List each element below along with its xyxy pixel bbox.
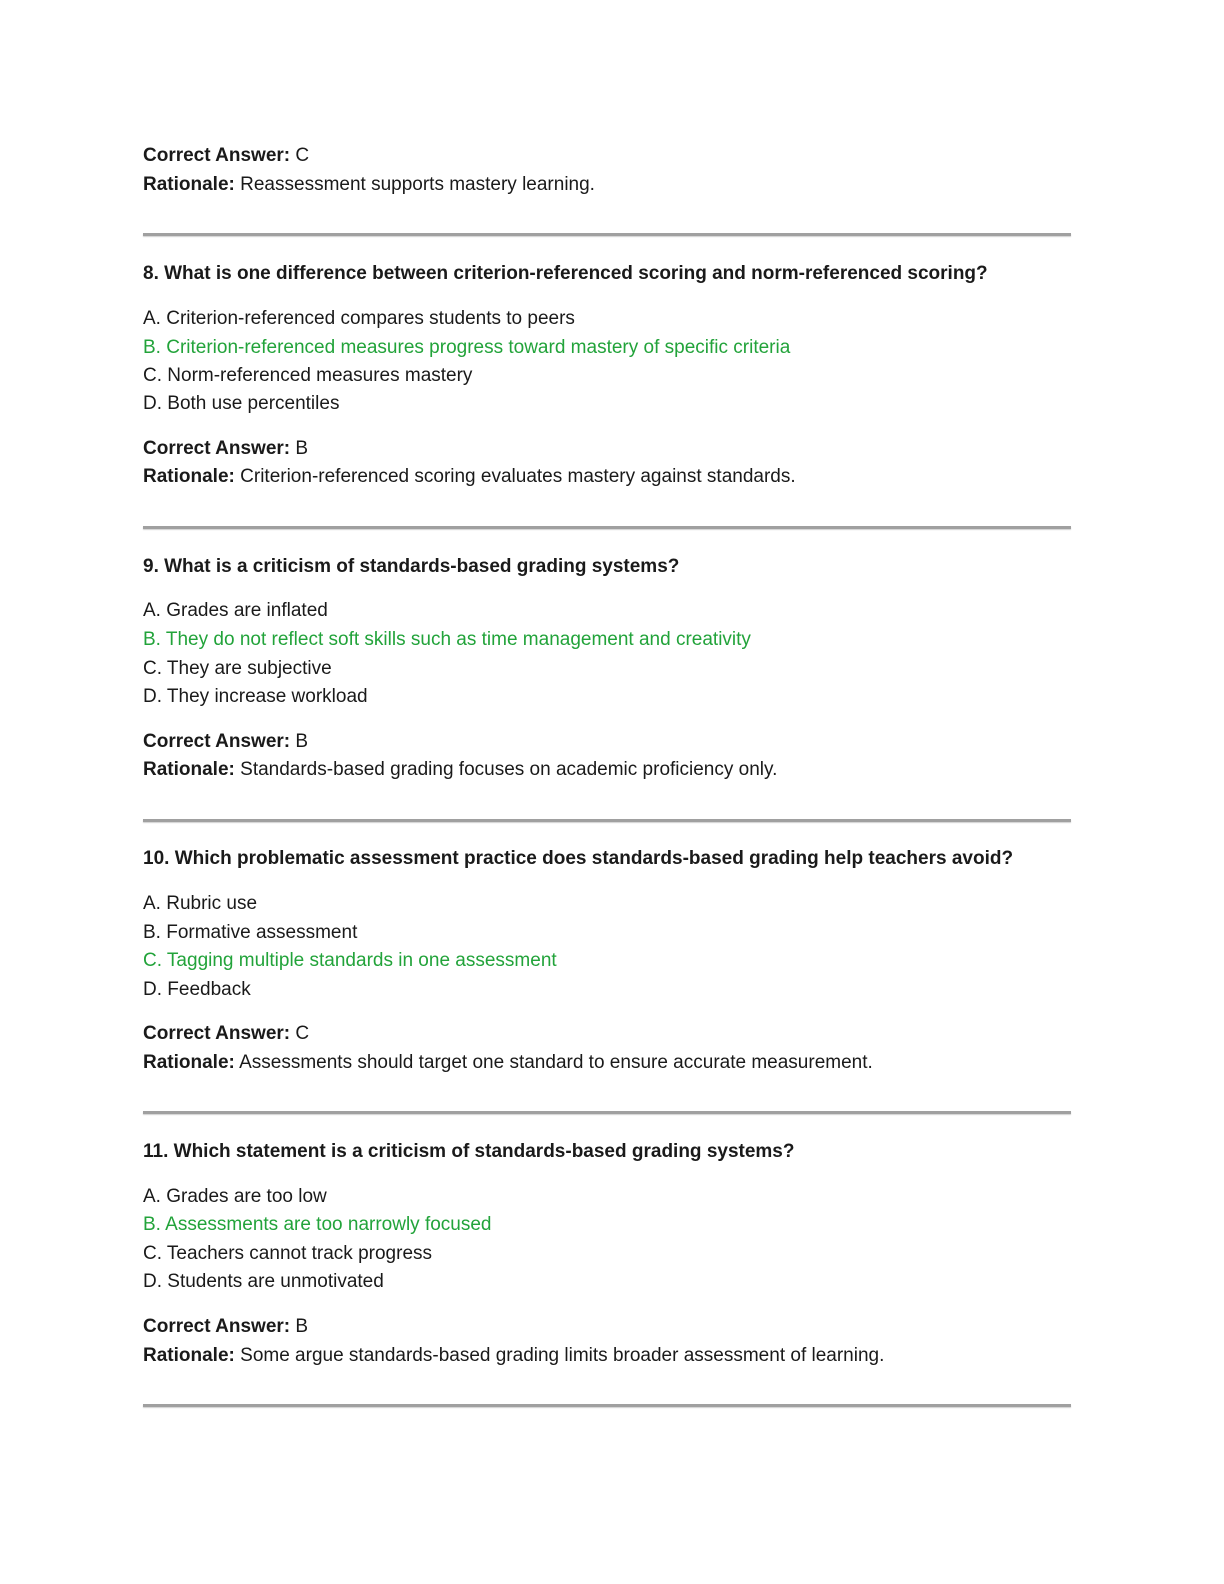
correct-answer-line	[143, 144, 309, 168]
divider	[143, 1111, 1071, 1114]
option-a: A. Grades are inflated	[143, 600, 328, 621]
correct-answer-line	[143, 730, 308, 754]
option-b-correct: B. Criterion-referenced measures progress toward mastery of specific criteria	[143, 337, 791, 358]
question-text: 8. What is one difference between criterion-referenced scoring and norm-referenced scoring?	[143, 263, 988, 284]
divider	[143, 526, 1071, 529]
rationale-label: Rationale:	[143, 174, 235, 195]
rationale-label: Rationale:	[143, 759, 235, 780]
correct-answer-value: C	[295, 1023, 310, 1044]
rationale-text: Reassessment supports mastery learning.	[240, 174, 595, 195]
option-a: A. Criterion-referenced compares students to peers	[143, 308, 575, 329]
rationale-text: Standards-based grading focuses on academic proficiency only.	[240, 759, 778, 780]
rationale-line	[143, 1051, 873, 1075]
rationale-label: Rationale:	[143, 1345, 235, 1366]
rationale-line	[143, 758, 777, 782]
rationale-text: Some argue standards-based grading limits broader assessment of learning.	[240, 1345, 885, 1366]
option-b-correct: B. They do not reflect soft skills such as time management and creativity	[143, 629, 751, 650]
correct-answer-line	[143, 1022, 309, 1046]
question-text: 10. Which problematic assessment practice does standards-based grading help teachers avoid?	[143, 848, 1014, 869]
rationale-label: Rationale:	[143, 466, 235, 487]
rationale-line	[143, 1344, 884, 1368]
correct-answer-label: Correct Answer:	[143, 731, 291, 752]
question-text: 11. Which statement is a criticism of standards-based grading systems?	[143, 1141, 795, 1162]
option-c: C. They are subjective	[143, 658, 332, 679]
correct-answer-value: C	[295, 145, 310, 166]
rationale-label: Rationale:	[143, 1052, 235, 1073]
correct-answer-line	[143, 437, 308, 461]
rationale-text: Assessments should target one standard to ensure accurate measurement.	[239, 1052, 873, 1073]
option-d: D. They increase workload	[143, 686, 368, 707]
option-b-correct: B. Assessments are too narrowly focused	[143, 1214, 492, 1235]
correct-answer-label: Correct Answer:	[143, 1023, 291, 1044]
rationale-line	[143, 465, 796, 489]
option-c: C. Teachers cannot track progress	[143, 1243, 433, 1264]
correct-answer-label: Correct Answer:	[143, 145, 291, 166]
rationale-line	[143, 173, 595, 197]
correct-answer-label: Correct Answer:	[143, 438, 291, 459]
option-a: A. Rubric use	[143, 893, 258, 914]
divider	[143, 233, 1071, 236]
question-text: 9. What is a criticism of standards-based grading systems?	[143, 556, 680, 577]
correct-answer-value: B	[295, 1316, 309, 1337]
option-c-correct: C. Tagging multiple standards in one assessment	[143, 950, 557, 971]
divider	[143, 1404, 1071, 1407]
option-d: D. Students are unmotivated	[143, 1271, 384, 1292]
option-c: C. Norm-referenced measures mastery	[143, 365, 473, 386]
option-d: D. Both use percentiles	[143, 393, 340, 414]
correct-answer-value: B	[295, 438, 309, 459]
rationale-text: Criterion-referenced scoring evaluates mastery against standards.	[240, 466, 796, 487]
option-b: B. Formative assessment	[143, 922, 358, 943]
correct-answer-label: Correct Answer:	[143, 1316, 291, 1337]
correct-answer-value: B	[295, 731, 309, 752]
correct-answer-line	[143, 1315, 308, 1339]
option-a: A. Grades are too low	[143, 1186, 327, 1207]
option-d: D. Feedback	[143, 979, 251, 1000]
divider	[143, 819, 1071, 822]
